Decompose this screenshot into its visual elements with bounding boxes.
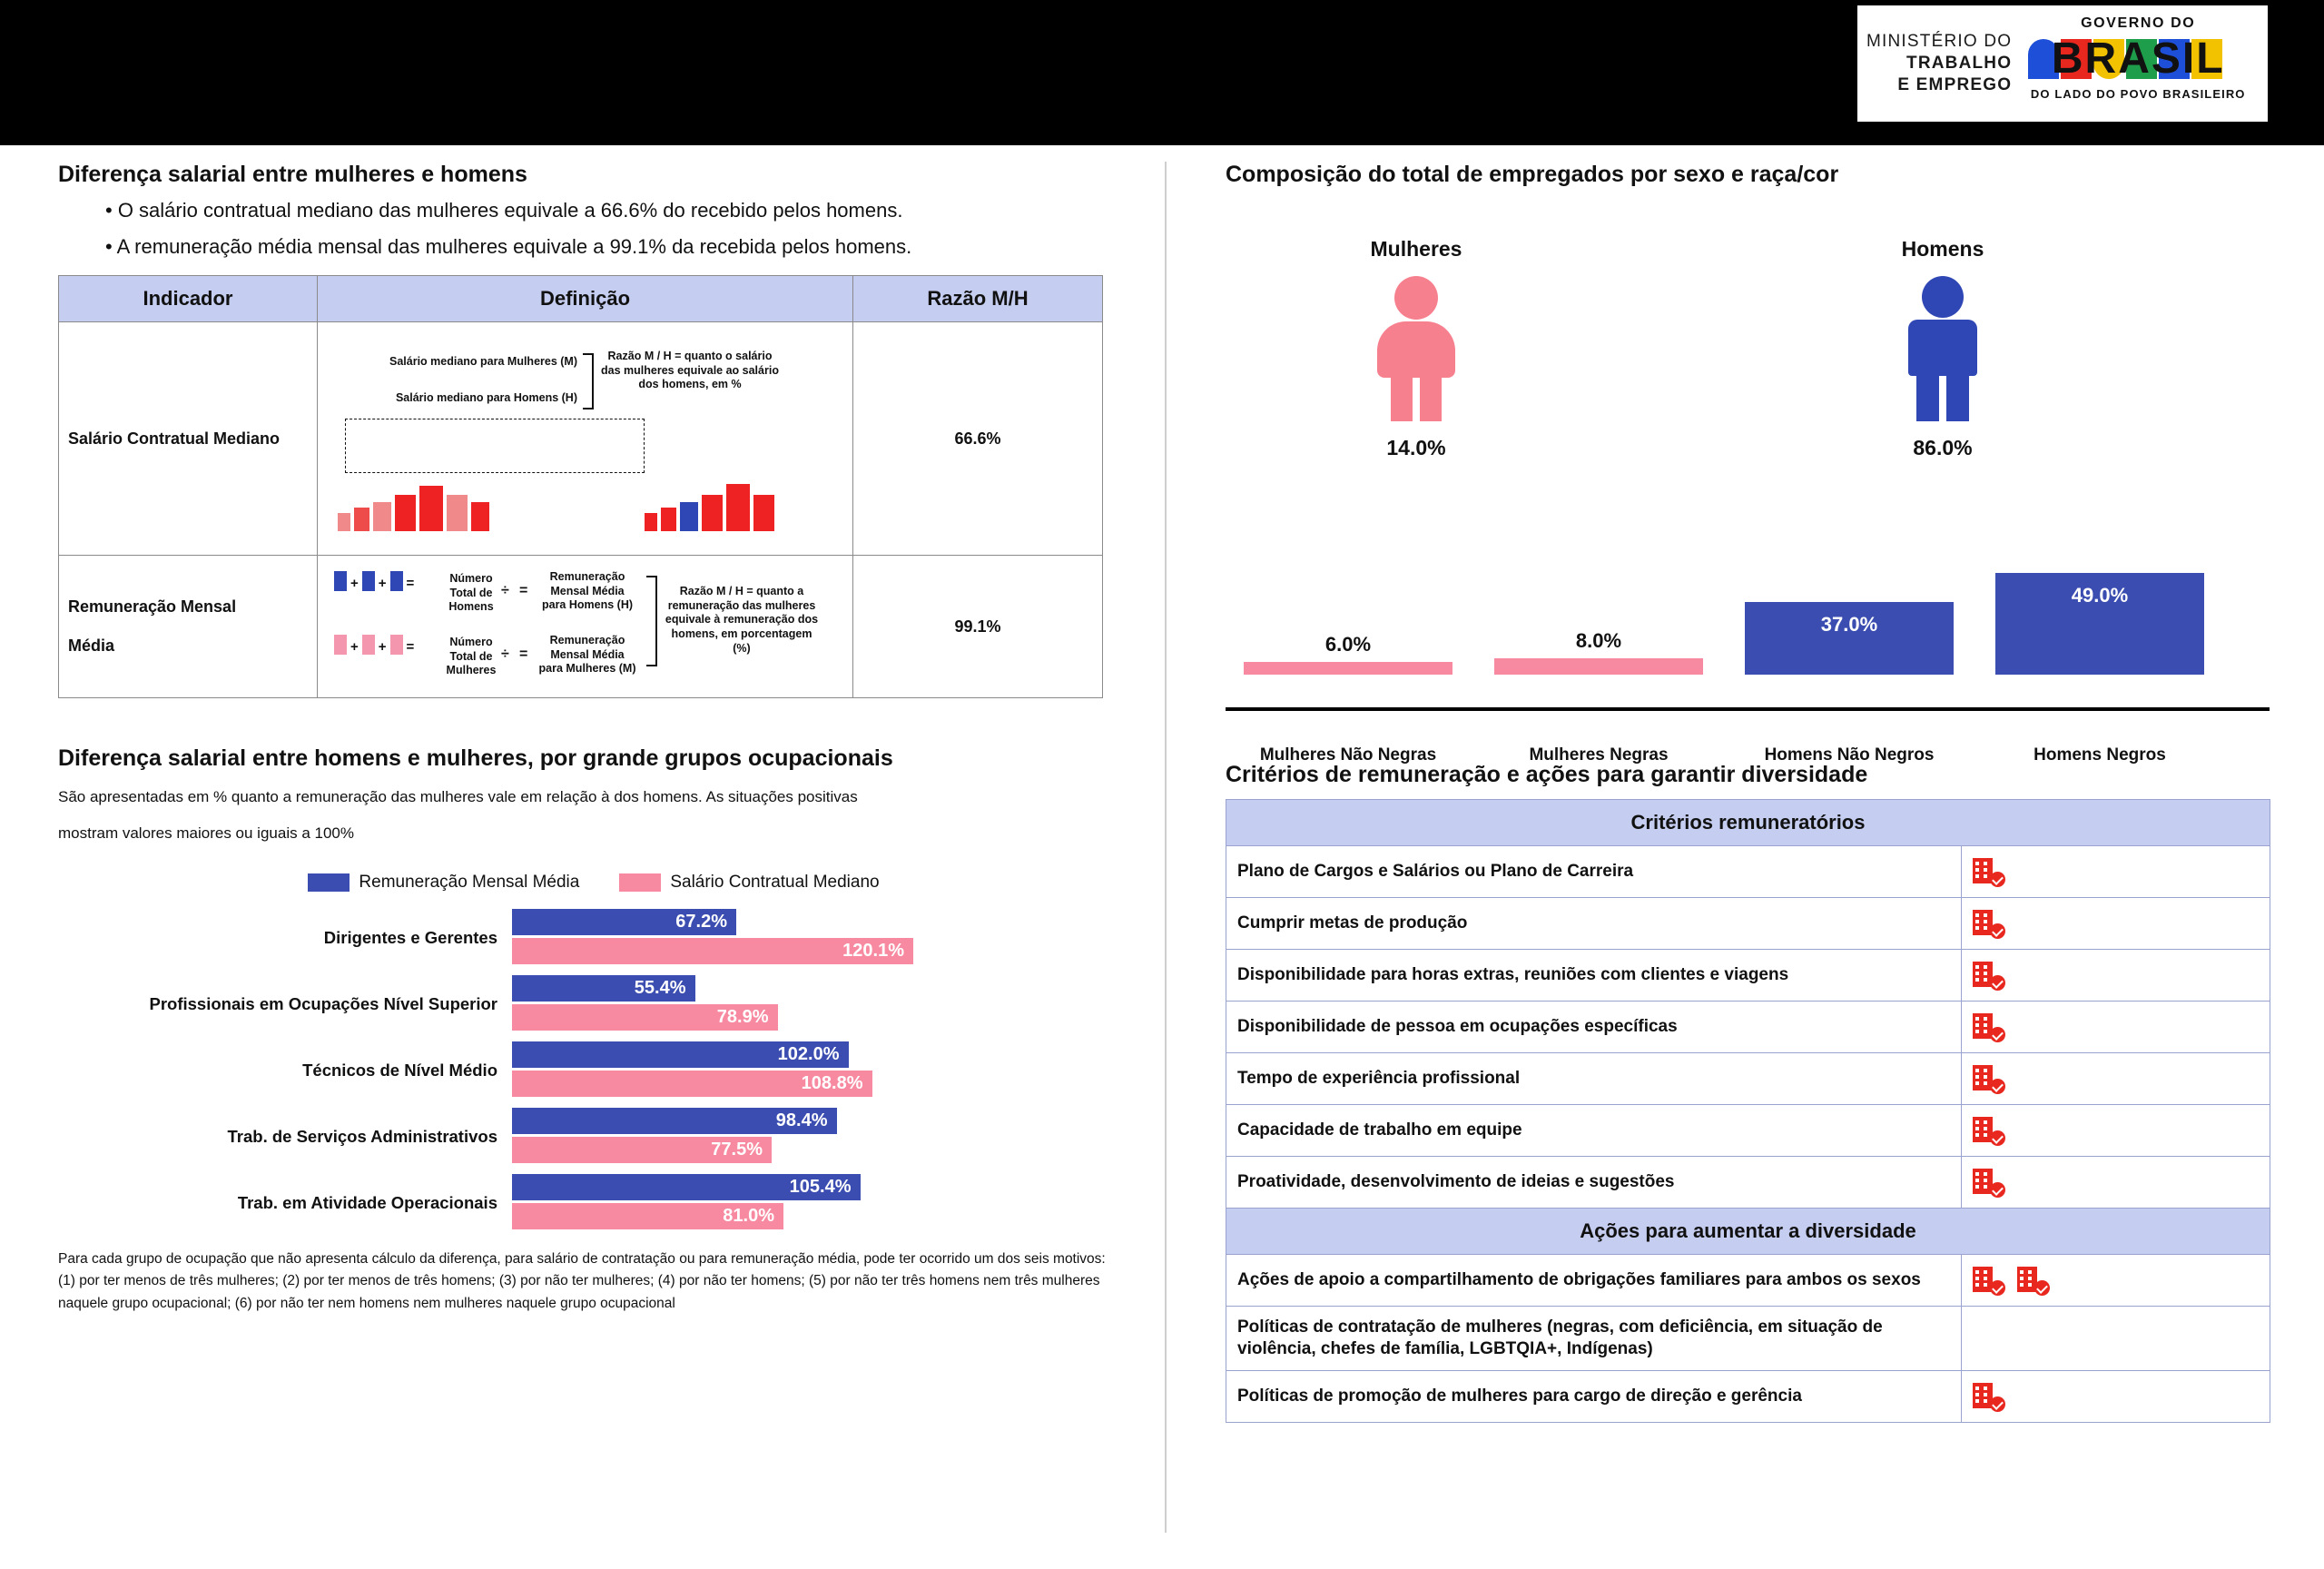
person-icon <box>661 507 676 531</box>
person-icon <box>362 570 375 591</box>
person-icon <box>362 634 375 655</box>
building-check-icon <box>1973 1063 2004 1094</box>
axis-label: Mulheres Negras <box>1529 745 1669 765</box>
legend-swatch-blue <box>308 873 350 892</box>
person-icon <box>334 634 347 655</box>
category-label: Trab. de Serviços Administrativos <box>227 1126 497 1146</box>
equals-symbol: = <box>519 583 528 598</box>
occupational-note-line-1: São apresentadas em % quanto a remuneração das mulheres vale em relação à dos homens. As situações positivas <box>58 788 858 805</box>
person-icon <box>338 512 350 531</box>
actions-header-row <box>1226 1209 2270 1255</box>
section-title-composition: Composição do total de empregados por sexo e raça/cor <box>1226 162 1839 187</box>
bar-value: 6.0% <box>1324 633 1372 656</box>
def-label-men-median: Salário mediano para Homens (H) <box>395 391 577 404</box>
composition-block <box>1226 199 2270 765</box>
occupational-bar-chart <box>58 909 1102 1232</box>
criteria-icon-cell <box>1962 1053 2270 1105</box>
building-check-icon <box>1973 908 2004 939</box>
person-icon <box>645 512 657 531</box>
category-label: Trab. em Atividade Operacionais <box>237 1192 497 1212</box>
bar-pair <box>512 1108 1102 1166</box>
action-icon-cell <box>1962 1255 2270 1307</box>
brace-bracket <box>646 576 657 666</box>
criteria-label: Plano de Cargos e Salários ou Plano de Carreira <box>1226 846 1962 898</box>
column-divider <box>1165 162 1167 1533</box>
bar-avg-monthly: 105.4% <box>512 1174 861 1200</box>
table-header-row <box>59 276 1103 322</box>
person-icon <box>419 485 443 531</box>
table-row <box>1226 898 2270 950</box>
def-label-avg-women: Remuneração Mensal Média para Mulheres (M) <box>538 634 636 676</box>
ministry-line-2: TRABALHO <box>1906 54 2013 74</box>
person-icon <box>390 634 403 655</box>
equals-symbol: = <box>519 646 528 662</box>
ratio-value-monthly-pay: 99.1% <box>853 556 1103 698</box>
definition-illustration-monthly-pay <box>318 556 853 698</box>
gov-brasil-wordmark <box>2026 34 2250 84</box>
chart-axis-line <box>1226 707 2270 711</box>
comparison-dashed-box <box>345 419 645 473</box>
equation-women-icons: + + = <box>334 634 414 655</box>
women-label: Mulheres <box>1370 237 1462 261</box>
indicator-line-2: Média <box>68 636 115 655</box>
action-label: Políticas de promoção de mulheres para cargo de direção e gerência <box>1226 1370 1962 1422</box>
bar-avg-monthly: 102.0% <box>512 1041 849 1068</box>
bar-median-contract: 77.5% <box>512 1137 772 1163</box>
legend-label: Remuneração Mensal Média <box>359 872 580 892</box>
person-icon <box>680 501 698 531</box>
criteria-label: Cumprir metas de produção <box>1226 898 1962 950</box>
chart-group-row <box>58 1108 1102 1166</box>
top-banner <box>0 0 2324 145</box>
men-label: Homens <box>1901 237 1984 261</box>
chart-group-row <box>58 975 1102 1033</box>
woman-figure-icon <box>1280 276 1552 421</box>
ministry-line-1: MINISTÉRIO DO <box>1866 32 2013 52</box>
bullet-item: • O salário contratual mediano das mulheres equivale a 66.6% do recebido pelos homens. <box>105 199 1129 222</box>
bar-value: 37.0% <box>1820 613 1878 636</box>
bar-pair <box>512 1174 1102 1232</box>
indicator-line-1: Remuneração Mensal <box>68 597 237 616</box>
bar-value: 8.0% <box>1575 629 1622 652</box>
criteria-table <box>1226 799 2270 1423</box>
legend-label: Salário Contratual Mediano <box>670 872 880 892</box>
table-row <box>59 556 1103 698</box>
axis-label: Mulheres Não Negras <box>1259 745 1437 765</box>
equation-men-icons: + + = <box>334 570 414 591</box>
criteria-label: Proatividade, desenvolvimento de ideias e sugestões <box>1226 1157 1962 1209</box>
criteria-icon-cell <box>1962 1157 2270 1209</box>
bar-median-contract: 81.0% <box>512 1203 783 1229</box>
men-percentage: 86.0% <box>1913 436 1973 459</box>
indicator-label-median-salary: Salário Contratual Mediano <box>59 322 318 556</box>
building-check-icon <box>1973 1167 2004 1198</box>
gov-br-logo <box>2026 14 2250 113</box>
bar-pair <box>512 975 1102 1033</box>
def-label-women-median: Salário mediano para Mulheres (M) <box>389 355 577 368</box>
building-check-icon <box>1973 856 2004 887</box>
wage-gap-bullets <box>58 199 1129 259</box>
category-label: Dirigentes e Gerentes <box>323 927 497 947</box>
legend-item-avg-monthly <box>308 873 579 893</box>
criteria-icon-cell <box>1962 1002 2270 1053</box>
chart-legend <box>58 873 1129 893</box>
action-label: Ações de apoio a compartilhamento de obrigações familiares para ambos os sexos <box>1226 1255 1962 1307</box>
table-row <box>1226 846 2270 898</box>
axis-label: Homens Não Negros <box>1764 745 1935 765</box>
women-percentage: 14.0% <box>1386 436 1446 459</box>
pictogram-men-group <box>645 483 774 531</box>
divide-symbol: ÷ <box>501 646 509 662</box>
divide-symbol: ÷ <box>501 583 509 598</box>
building-check-icon <box>1973 1381 2004 1412</box>
legend-swatch-pink <box>619 873 661 892</box>
indicators-table <box>58 275 1103 698</box>
def-label-avg-men: Remuneração Mensal Média para Homens (H) <box>541 570 634 612</box>
building-check-icon <box>2017 1265 2048 1296</box>
building-check-icon <box>1973 1115 2004 1146</box>
criteria-label: Disponibilidade para horas extras, reuniões com clientes e viagens <box>1226 950 1962 1002</box>
category-label: Técnicos de Nível Médio <box>302 1060 497 1080</box>
bar-rect <box>1995 573 2204 675</box>
bar-rect <box>1244 662 1452 675</box>
bar-rect <box>1745 602 1954 675</box>
column-header-ratio: Razão M/H <box>853 276 1103 322</box>
bar-avg-monthly: 55.4% <box>512 975 695 1002</box>
race-sex-bar-chart <box>1226 466 2270 675</box>
actions-header-label: Ações para aumentar a diversidade <box>1226 1209 2270 1255</box>
def-label-total-women: Número Total de Mulheres <box>446 636 497 677</box>
man-figure-icon <box>1807 276 2079 421</box>
person-icon <box>726 483 750 531</box>
action-icon-cell-empty <box>1962 1307 2270 1371</box>
ministry-line-3: E EMPREGO <box>1897 74 2013 94</box>
bar-median-contract: 108.8% <box>512 1071 872 1097</box>
person-icon <box>753 494 774 531</box>
bar-pair <box>512 909 1102 967</box>
pictogram-men <box>1807 237 2079 460</box>
indicator-label-monthly-pay <box>59 556 318 698</box>
category-label: Profissionais em Ocupações Nível Superior <box>149 993 497 1013</box>
race-bar-women-non-black <box>1244 633 1452 675</box>
table-row <box>1226 1053 2270 1105</box>
criteria-label: Capacidade de trabalho em equipe <box>1226 1105 1962 1157</box>
criteria-label: Disponibilidade de pessoa em ocupações específicas <box>1226 1002 1962 1053</box>
table-row <box>1226 1002 2270 1053</box>
bar-avg-monthly: 98.4% <box>512 1108 837 1134</box>
chart-group-row <box>58 1041 1102 1100</box>
chart-group-row <box>58 1174 1102 1232</box>
section-title-occupational-groups: Diferença salarial entre homens e mulheres, por grande grupos ocupacionais <box>58 745 893 771</box>
ministry-wordmark <box>1866 31 2017 95</box>
race-bar-men-non-black <box>1745 602 1954 675</box>
criteria-icon-cell <box>1962 846 2270 898</box>
building-check-icon <box>1973 960 2004 991</box>
def-label-total-men: Número Total de Homens <box>448 572 494 614</box>
pictogram-women <box>1280 237 1552 460</box>
occupational-note-line-2: mostram valores maiores ou iguais a 100% <box>58 824 354 843</box>
action-label: Políticas de contratação de mulheres (negras, com deficiência, em situação de violência, chefes de família, LGBTQIA+, Indígenas) <box>1226 1307 1962 1371</box>
table-row <box>1226 950 2270 1002</box>
column-header-definition: Definição <box>318 276 853 322</box>
government-logo <box>1857 5 2268 122</box>
brace-bracket <box>583 353 594 410</box>
bar-avg-monthly: 67.2% <box>512 909 736 935</box>
table-row <box>1226 1157 2270 1209</box>
building-check-icon <box>1973 1011 2004 1042</box>
table-row <box>59 322 1103 556</box>
bullet-item: • A remuneração média mensal das mulheres equivale a 99.1% da recebida pelos homens. <box>105 235 1129 259</box>
table-row <box>1226 1370 2270 1422</box>
person-icon <box>447 494 468 531</box>
bar-median-contract: 120.1% <box>512 938 913 964</box>
person-icon <box>373 501 391 531</box>
chart-footnote: Para cada grupo de ocupação que não apresenta cálculo da diferença, para salário de contratação ou para remuneração média, pode ter ocorrido um dos seis motivos:(1) por ter menos de três mulheres; (2) por ter menos de três homens; (3) por não ter mulheres; (4) por não ter homens; (5) por não ter três homens nem três mulheres naquele grupo ocupacional; (6) por não ter nem homens nem mulheres naquele grupo ocupacional <box>58 1250 1106 1312</box>
building-check-icon <box>1973 1265 2004 1296</box>
def-label-ratio-explanation: Razão M / H = quanto a remuneração das mulheres equivale à remuneração dos homens, em porcentagem (%) <box>665 585 819 655</box>
race-bar-men-black <box>1995 573 2204 675</box>
person-icon <box>395 494 416 531</box>
pictogram-women-group <box>338 485 489 531</box>
criteria-icon-cell <box>1962 1105 2270 1157</box>
gov-brasil-text: BRASIL <box>2051 35 2225 83</box>
column-header-indicator: Indicador <box>59 276 318 322</box>
bar-median-contract: 78.9% <box>512 1004 778 1031</box>
criteria-icon-cell <box>1962 898 2270 950</box>
ratio-value-median-salary: 66.6% <box>853 322 1103 556</box>
gov-top-label: GOVERNO DO <box>2081 15 2196 31</box>
left-column <box>58 162 1129 1316</box>
legend-item-median-contract <box>619 873 879 893</box>
person-icon <box>354 507 369 531</box>
bar-value: 49.0% <box>2071 584 2129 607</box>
table-row <box>1226 1255 2270 1307</box>
action-icon-cell <box>1962 1370 2270 1422</box>
criteria-header-row <box>1226 800 2270 846</box>
definition-illustration-median-salary <box>318 322 853 556</box>
criteria-header-label: Critérios remuneratórios <box>1226 800 2270 846</box>
table-row <box>1226 1307 2270 1371</box>
person-icon <box>390 570 403 591</box>
chart-group-row <box>58 909 1102 967</box>
axis-label: Homens Negros <box>2034 745 2166 765</box>
person-icon <box>471 501 489 531</box>
bar-pair <box>512 1041 1102 1100</box>
def-label-ratio-explanation: Razão M / H = quanto o salário das mulheres equivale ao salário dos homens, em % <box>601 350 779 391</box>
person-icon <box>702 494 723 531</box>
criteria-icon-cell <box>1962 950 2270 1002</box>
race-bar-women-black <box>1494 629 1703 675</box>
gov-tagline: DO LADO DO POVO BRASILEIRO <box>2030 87 2246 101</box>
table-row <box>1226 1105 2270 1157</box>
section-title-criteria: Critérios de remuneração e ações para garantir diversidade <box>1226 762 1868 787</box>
person-icon <box>334 570 347 591</box>
bar-rect <box>1494 658 1703 675</box>
right-column <box>1226 162 2270 1423</box>
section-title-wage-gap: Diferença salarial entre mulheres e homens <box>58 162 527 187</box>
criteria-label: Tempo de experiência profissional <box>1226 1053 1962 1105</box>
